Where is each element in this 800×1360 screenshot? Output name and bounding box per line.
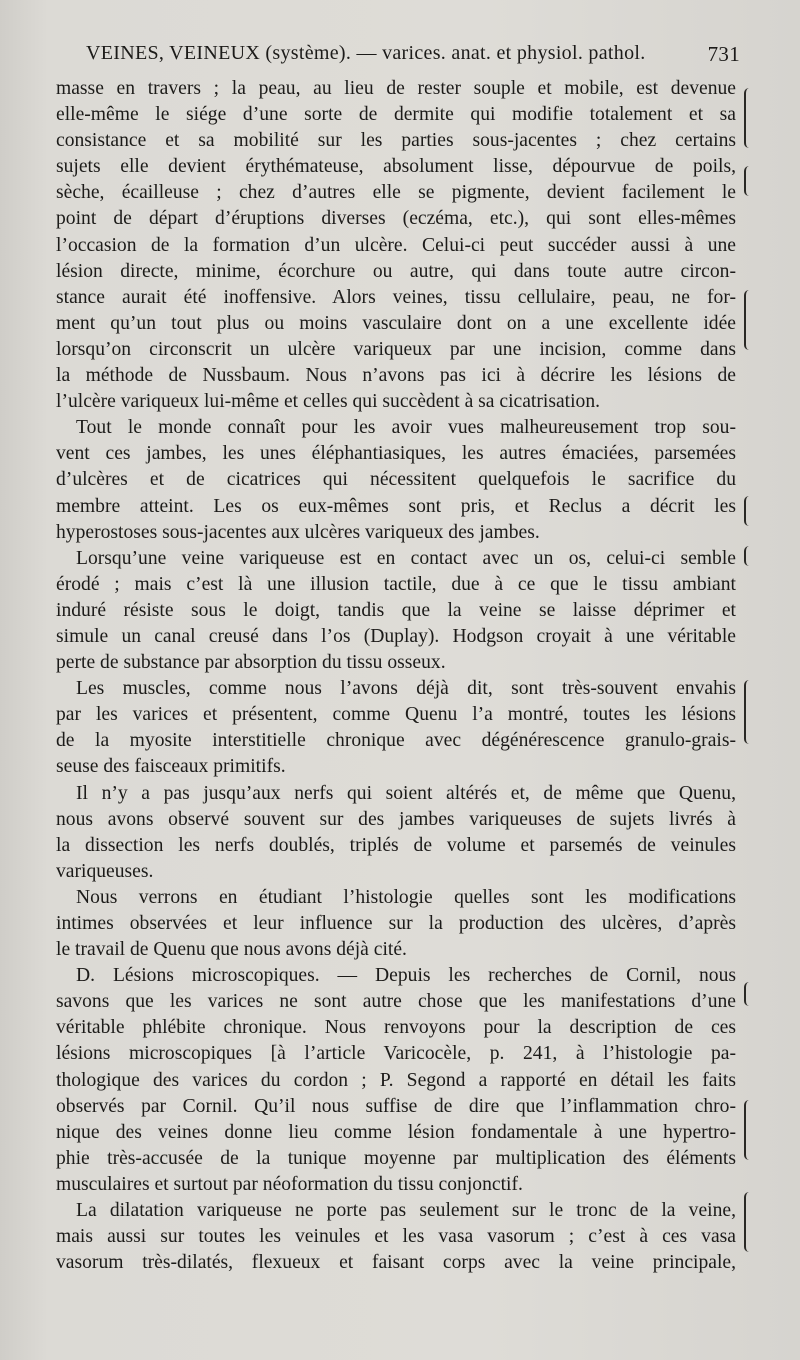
text-line: de la myosite interstitielle chronique avec dégénérescence granulo-grais-: [56, 730, 736, 752]
text-line: lésion directe, minime, écorchure ou autre, qui dans toute autre circon-: [56, 260, 736, 282]
paragraph-start: Lorsqu’une veine variqueuse est en contact avec un os, celui-ci semble: [76, 547, 736, 569]
paragraph-start: Il n’y a pas jusqu’aux nerfs qui soient altérés et, de même que Quenu,: [76, 782, 736, 804]
margin-bracket-mark: [744, 546, 754, 566]
body-text: [56, 76, 736, 1276]
text-line: la dissection les nerfs doublés, triplés de volume et parsemés de veinules: [56, 834, 736, 856]
text-line: phie très-accusée de la tunique moyenne par multiplication des éléments: [56, 1147, 736, 1169]
text-line: induré résiste sous le doigt, tandis que la veine se laisse déprimer et: [56, 599, 736, 621]
margin-annotations: [744, 76, 774, 1276]
text-line: intimes observées et leur influence sur la production des ulcères, d’après: [56, 913, 736, 934]
text-line: vasorum très-dilatés, flexueux et faisant corps avec la veine principale,: [56, 1252, 736, 1274]
text-line: le travail de Quenu que nous avons déjà cité.: [56, 939, 407, 961]
text-line: ment qu’un tout plus ou moins vasculaire dont on a une excellente idée: [56, 312, 736, 334]
margin-bracket-mark: [744, 290, 754, 350]
text-line: hyperostoses sous-jacentes aux ulcères variqueux des jambes.: [56, 521, 540, 543]
paragraph-start: Nous verrons en étudiant l’histologie quelles sont les modifications: [76, 886, 736, 908]
margin-bracket-mark: [744, 1192, 754, 1252]
margin-bracket-mark: [744, 982, 754, 1006]
text-line: simule un canal creusé dans l’os (Duplay). Hodgson croyait à une véritable: [56, 625, 736, 647]
text-line: variqueuses.: [56, 860, 154, 882]
text-line: savons que les varices ne sont autre chose que les manifestations d’une: [56, 991, 736, 1013]
text-line: nous avons observé souvent sur des jambes variqueuses de sujets livrés à: [56, 808, 736, 830]
text-line: membre atteint. Les os eux-mêmes sont pris, et Reclus a décrit les: [56, 495, 736, 517]
margin-bracket-mark: [744, 680, 754, 744]
text-line: musculaires et surtout par néoformation du tissu conjonctif.: [56, 1173, 523, 1195]
text-line: masse en travers ; la peau, au lieu de rester souple et mobile, est devenue: [56, 78, 736, 99]
paragraph-start: Tout le monde connaît pour les avoir vues malheureusement trop sou-: [76, 417, 736, 439]
text-line: consistance et sa mobilité sur les parties sous-jacentes ; chez certains: [56, 130, 736, 152]
text-line: la méthode de Nussbaum. Nous n’avons pas ici à décrire les lésions de: [56, 365, 736, 387]
text-line: véritable phlébite chronique. Nous renvoyons pour la description de ces: [56, 1017, 736, 1039]
text-line: observés par Cornil. Qu’il nous suffise de dire que l’inflammation chro-: [56, 1095, 736, 1117]
margin-bracket-mark: [744, 496, 754, 526]
text-line: d’ulcères et de cicatrices qui nécessitent quelquefois le sacrifice du: [56, 469, 736, 491]
text-line: lorsqu’on circonscrit un ulcère variqueux par une incision, comme dans: [56, 338, 736, 360]
text-line: par les varices et présentent, comme Quenu l’a montré, toutes les lésions: [56, 704, 736, 726]
text-line: stance aurait été inoffensive. Alors veines, tissu cellulaire, peau, ne for-: [56, 286, 736, 308]
running-header: [60, 40, 740, 74]
text-line: nique des veines donne lieu comme lésion fondamentale à une hypertro-: [56, 1121, 736, 1143]
page-number: 731: [707, 42, 740, 66]
text-line: perte de substance par absorption du tissu osseux.: [56, 652, 446, 674]
text-line: l’ulcère variqueux lui-même et celles qui succèdent à sa cicatrisation.: [56, 391, 601, 413]
text-line: sèche, écailleuse ; chez d’autres elle se pigmente, devient facilement le: [56, 182, 736, 204]
margin-bracket-mark: [744, 88, 754, 148]
text-line: érodé ; mais c’est là une illusion tactile, due à ce que le tissu ambiant: [56, 573, 736, 595]
text-line: sujets elle devient érythémateuse, absolument lisse, dépourvue de poils,: [56, 156, 736, 178]
paragraph-start: Les muscles, comme nous l’avons déjà dit, sont très-souvent envahis: [76, 678, 736, 700]
margin-bracket-mark: [744, 1100, 754, 1160]
text-line: mais aussi sur toutes les veinules et les vasa vasorum ; c’est à ces vasa: [56, 1226, 736, 1248]
margin-bracket-mark: [744, 166, 754, 196]
section-heading-line: D. Lésions microscopiques. — Depuis les recherches de Cornil, nous: [76, 965, 736, 987]
text-line: elle-même le siége d’une sorte de dermite qui modifie totalement et sa: [56, 104, 736, 126]
text-line: point de départ d’éruptions diverses (eczéma, etc.), qui sont elles-mêmes: [56, 208, 736, 230]
text-line: vent ces jambes, les unes éléphantiasiques, les autres émaciées, parsemées: [56, 443, 736, 465]
text-line: seuse des faisceaux primitifs.: [56, 756, 286, 778]
text-line: thologique des varices du cordon ; P. Segond a rapporté en détail les faits: [56, 1069, 736, 1091]
header-title: VEINES, VEINEUX (système). — varices. anat. et physiol. pathol.: [86, 42, 646, 64]
text-line: l’occasion de la formation d’un ulcère. Celui-ci peut succéder aussi à une: [56, 234, 736, 256]
text-line: lésions microscopiques [à l’article Varicocèle, p. 241, à l’histologie pa-: [56, 1043, 736, 1065]
paragraph-start: La dilatation variqueuse ne porte pas seulement sur le tronc de la veine,: [76, 1200, 736, 1222]
